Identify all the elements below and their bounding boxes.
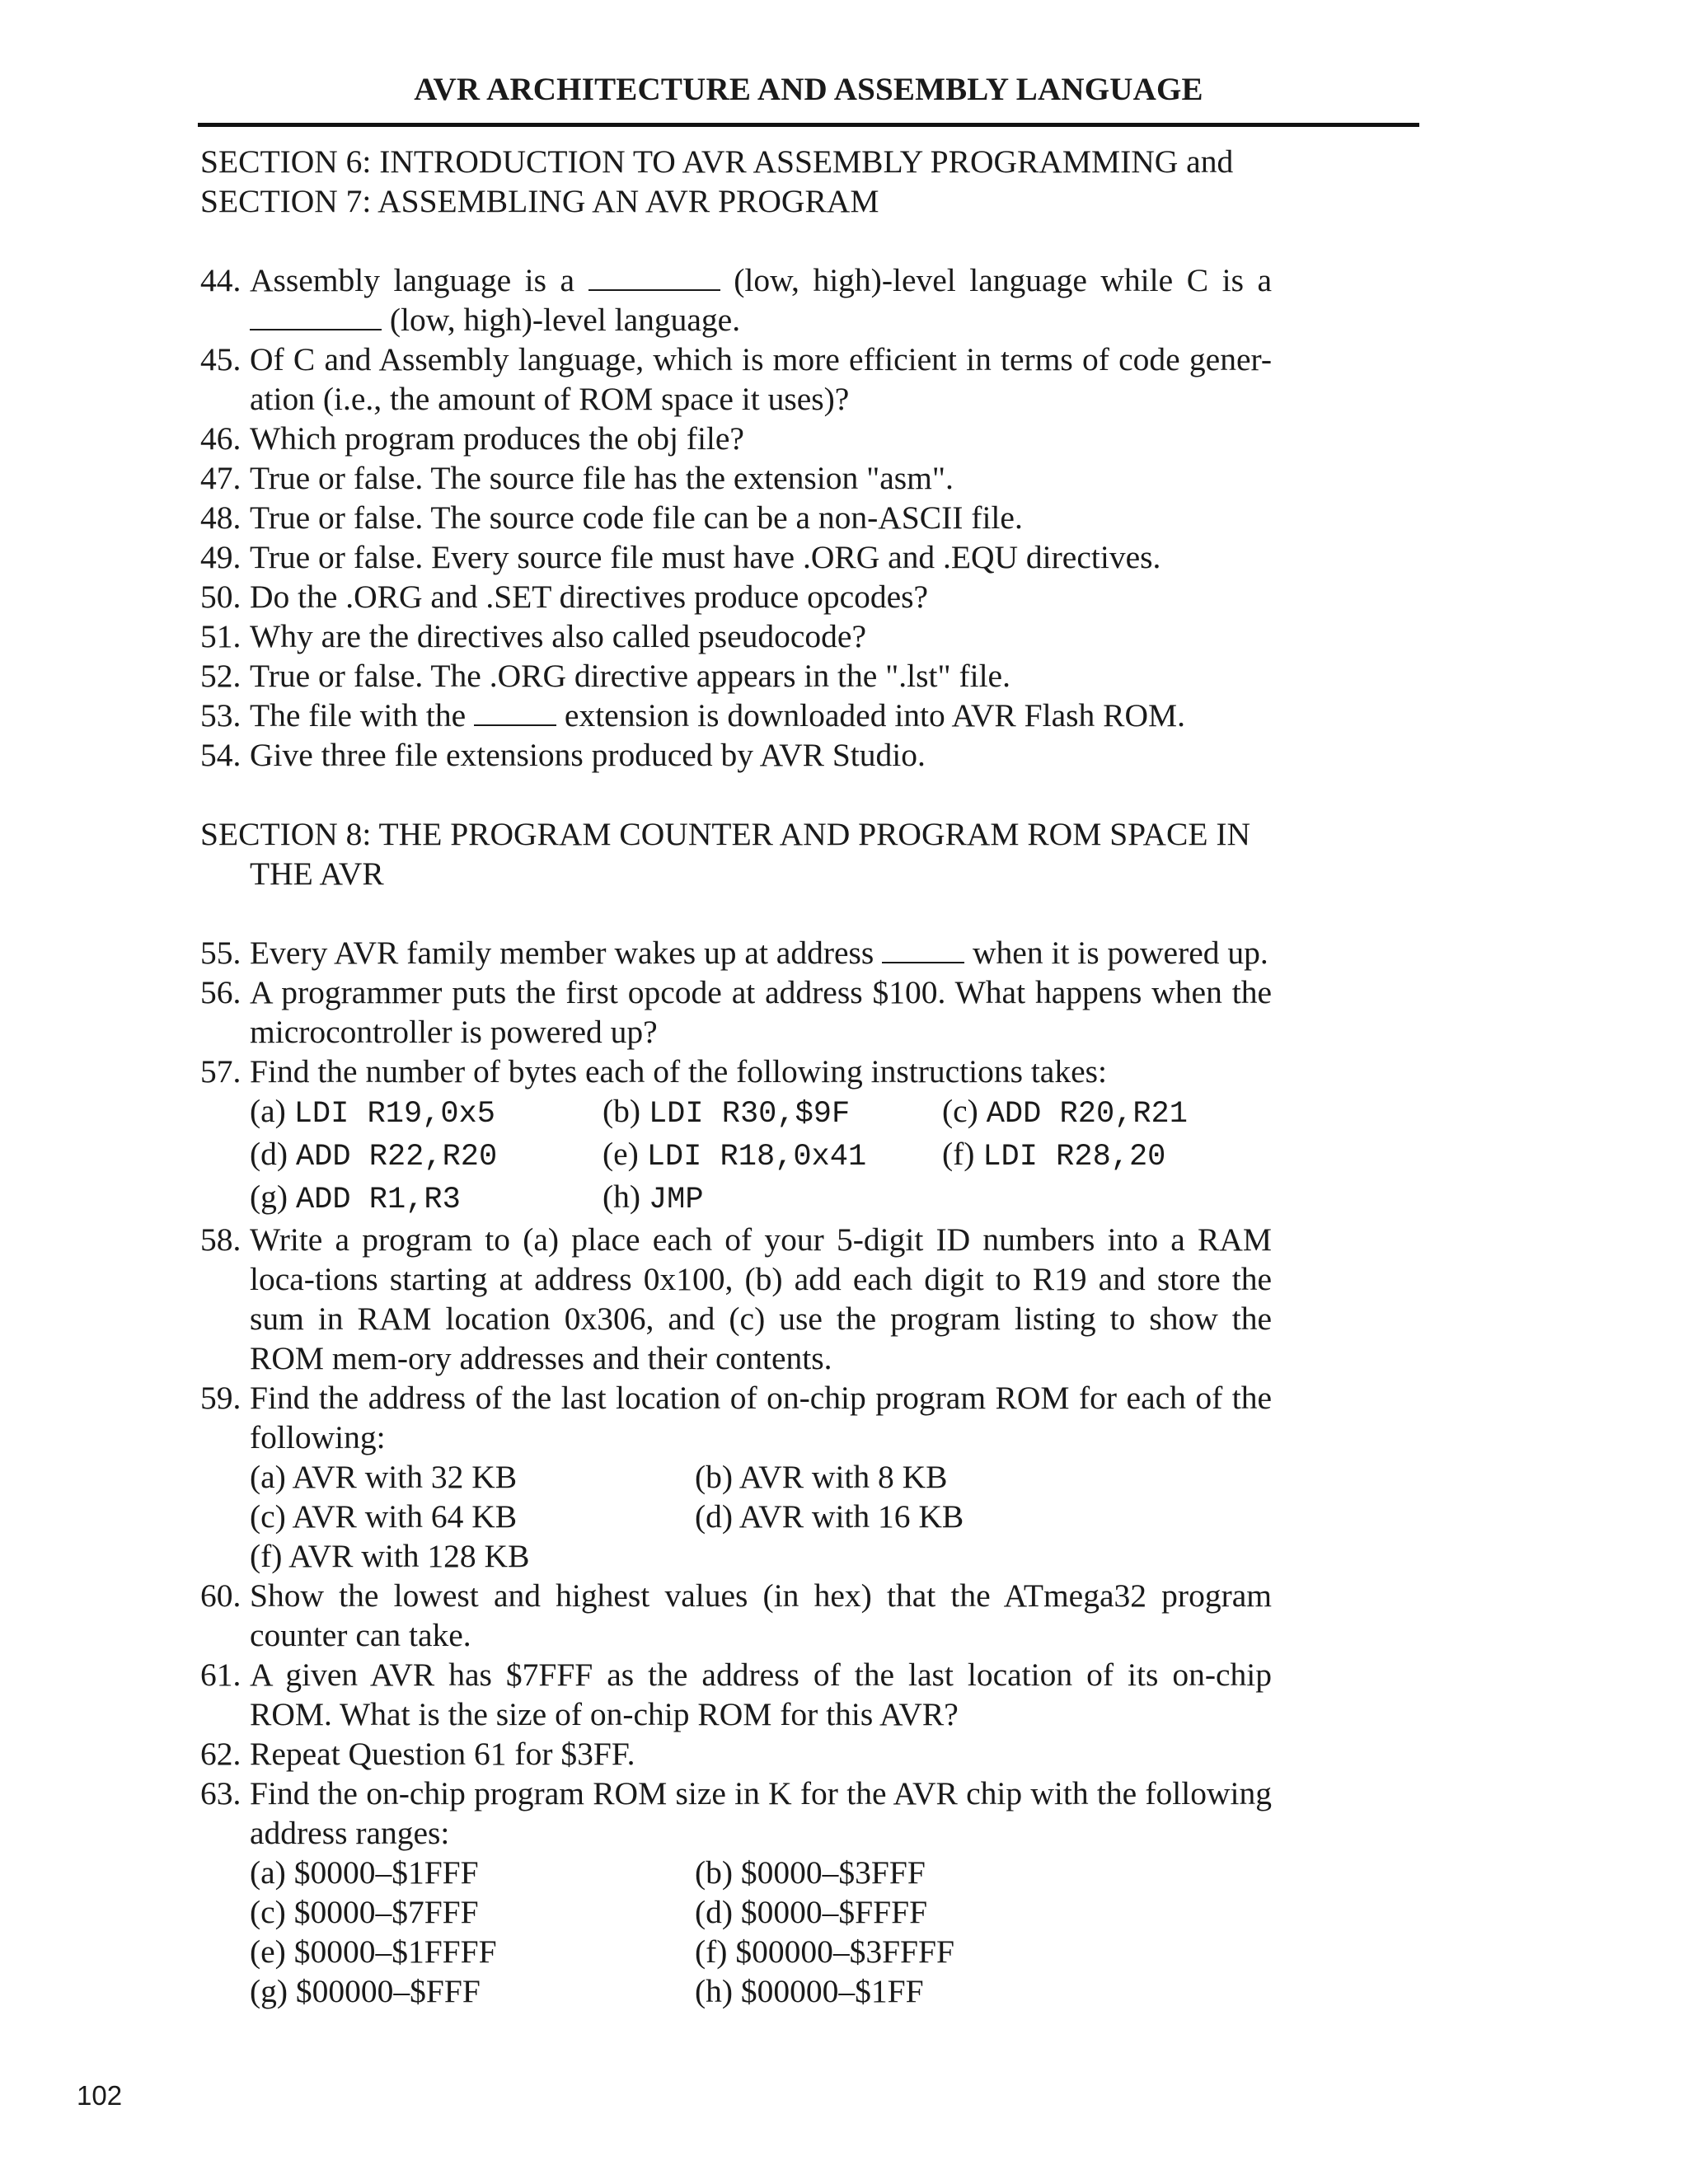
- question-number: 44.: [200, 262, 241, 298]
- question-number: 57.: [200, 1053, 241, 1090]
- question-text: (low, high)-level language.: [389, 302, 741, 338]
- question-63: [200, 1774, 1272, 2011]
- rom-size-option: (c) AVR with 64 KB: [250, 1498, 518, 1535]
- instruction-option: (h) JMP: [603, 1179, 704, 1217]
- instruction-option: (f) LDI R28,20: [942, 1136, 1166, 1174]
- address-range-option: (a) $0000–$1FFF: [250, 1854, 479, 1891]
- instruction-option: (b) LDI R30,$9F: [603, 1093, 851, 1132]
- rom-size-option: (a) AVR with 32 KB: [250, 1459, 518, 1495]
- instruction-option: (a) LDI R19,0x5: [250, 1093, 495, 1132]
- question-text: Find the number of bytes each of the following instructions takes:: [250, 1053, 1107, 1090]
- question-number: 62.: [200, 1736, 241, 1772]
- page-number: 102: [77, 2080, 123, 2111]
- answer-blank: [588, 261, 720, 291]
- question-number: 53.: [200, 697, 241, 733]
- question-62: [200, 1734, 1272, 1774]
- question-text: Do the .ORG and .SET directives produce opcodes?: [250, 579, 929, 615]
- answer-blank: [250, 301, 382, 330]
- question-text: Every AVR family member wakes up at address: [250, 935, 874, 971]
- question-46: [200, 419, 1272, 458]
- question-number: 45.: [200, 341, 241, 377]
- question-49: [200, 537, 1272, 577]
- section-heading-6-7: [200, 142, 1272, 221]
- question-text: Assembly language is a: [250, 262, 575, 298]
- rom-size-option: (d) AVR with 16 KB: [695, 1498, 964, 1535]
- section-heading-line: SECTION 8: THE PROGRAM COUNTER AND PROGRAM ROM SPACE IN: [200, 816, 1251, 852]
- question-text: True or false. The source code file can be a non-ASCII file.: [250, 499, 1023, 536]
- question-48: [200, 498, 1272, 537]
- question-text: extension is downloaded into AVR Flash ROM.: [564, 697, 1185, 733]
- question-57: [200, 1052, 1272, 1220]
- question-number: 60.: [200, 1577, 241, 1614]
- question-number: 61.: [200, 1657, 241, 1693]
- question-text: The file with the: [250, 697, 467, 733]
- address-range-option: (c) $0000–$7FFF: [250, 1894, 479, 1930]
- section-heading-line: SECTION 7: ASSEMBLING AN AVR PROGRAM: [200, 183, 879, 219]
- question-45: [200, 340, 1272, 419]
- instruction-option: (c) ADD R20,R21: [942, 1093, 1188, 1132]
- question-52: [200, 656, 1272, 696]
- question-number: 46.: [200, 420, 241, 457]
- question-53: [200, 696, 1272, 735]
- question-47: [200, 458, 1272, 498]
- question-58: [200, 1220, 1272, 1378]
- question-51: [200, 616, 1272, 656]
- instruction-option: (d) ADD R22,R20: [250, 1136, 498, 1174]
- question-56: [200, 972, 1272, 1052]
- question-number: 51.: [200, 618, 241, 654]
- question-54: [200, 735, 1272, 775]
- question-number: 52.: [200, 658, 241, 694]
- question-number: 48.: [200, 499, 241, 536]
- rom-size-option: (b) AVR with 8 KB: [695, 1459, 948, 1495]
- question-61: [200, 1655, 1272, 1734]
- address-range-option: (e) $0000–$1FFFF: [250, 1933, 497, 1970]
- rom-size-option: (f) AVR with 128 KB: [250, 1538, 530, 1574]
- header-rule: [198, 123, 1419, 127]
- question-number: 56.: [200, 974, 241, 1010]
- address-range-option: (h) $00000–$1FF: [695, 1973, 924, 2009]
- section-heading-line: SECTION 6: INTRODUCTION TO AVR ASSEMBLY PROGRAMMING and: [200, 143, 1234, 180]
- section-heading-8: [200, 814, 1272, 893]
- question-59: [200, 1378, 1272, 1576]
- question-50: [200, 577, 1272, 616]
- page-content: [200, 142, 1272, 2011]
- question-number: 54.: [200, 737, 241, 773]
- answer-blank: [474, 696, 556, 726]
- question-text: Find the on-chip program ROM size in K for the AVR chip with the following address ranges:: [250, 1775, 1272, 1851]
- instruction-options: [250, 1091, 1272, 1220]
- question-text: Repeat Question 61 for $3FF.: [250, 1736, 635, 1772]
- question-number: 49.: [200, 539, 241, 575]
- rom-size-options: [250, 1457, 1272, 1576]
- question-number: 50.: [200, 579, 241, 615]
- question-text: Give three file extensions produced by AVR Studio.: [250, 737, 926, 773]
- question-text: True or false. Every source file must have .ORG and .EQU directives.: [250, 539, 1161, 575]
- question-text: (low, high)-level language while C is a: [734, 262, 1273, 298]
- question-text: Show the lowest and highest values (in hex) that the ATmega32 program counter can take.: [250, 1577, 1272, 1653]
- question-number: 63.: [200, 1775, 241, 1811]
- question-number: 58.: [200, 1221, 241, 1258]
- question-text: A programmer puts the first opcode at address $100. What happens when the microcontroller is powered up?: [250, 974, 1272, 1050]
- address-range-option: (d) $0000–$FFFF: [695, 1894, 928, 1930]
- question-text: True or false. The .ORG directive appears in the ".lst" file.: [250, 658, 1010, 694]
- question-text: Of C and Assembly language, which is more efficient in terms of code gener-ation (i.e., the amount of ROM space it uses)?: [250, 341, 1272, 417]
- question-text: Which program produces the obj file?: [250, 420, 744, 457]
- instruction-option: (g) ADD R1,R3: [250, 1179, 461, 1217]
- question-number: 47.: [200, 460, 241, 496]
- question-60: [200, 1576, 1272, 1655]
- address-range-options: [250, 1853, 1272, 2011]
- question-number: 55.: [200, 935, 241, 971]
- instruction-option: (e) LDI R18,0x41: [603, 1136, 867, 1174]
- question-text: True or false. The source file has the extension "asm".: [250, 460, 954, 496]
- question-text: when it is powered up.: [973, 935, 1268, 971]
- question-44: [200, 260, 1272, 340]
- question-number: 59.: [200, 1380, 241, 1416]
- address-range-option: (b) $0000–$3FFF: [695, 1854, 926, 1891]
- address-range-option: (g) $00000–$FFF: [250, 1973, 481, 2009]
- address-range-option: (f) $00000–$3FFFF: [695, 1933, 954, 1970]
- answer-blank: [882, 934, 964, 963]
- question-text: Find the address of the last location of on-chip program ROM for each of the following:: [250, 1380, 1272, 1455]
- section-heading-line: THE AVR: [250, 855, 384, 892]
- question-text: Write a program to (a) place each of your 5-digit ID numbers into a RAM loca-tions starting at address 0x100, (b) add each digit to R19 and store the sum in RAM location 0x306, and (c) use the program listing to show the ROM mem-ory addresses and their contents.: [250, 1221, 1272, 1376]
- question-55: [200, 933, 1272, 972]
- question-text: Why are the directives also called pseudocode?: [250, 618, 866, 654]
- question-text: A given AVR has $7FFF as the address of the last location of its on-chip ROM. What is the size of on-chip ROM for this AVR?: [250, 1657, 1272, 1732]
- page-header-title: AVR ARCHITECTURE AND ASSEMBLY LANGUAGE: [414, 72, 1203, 107]
